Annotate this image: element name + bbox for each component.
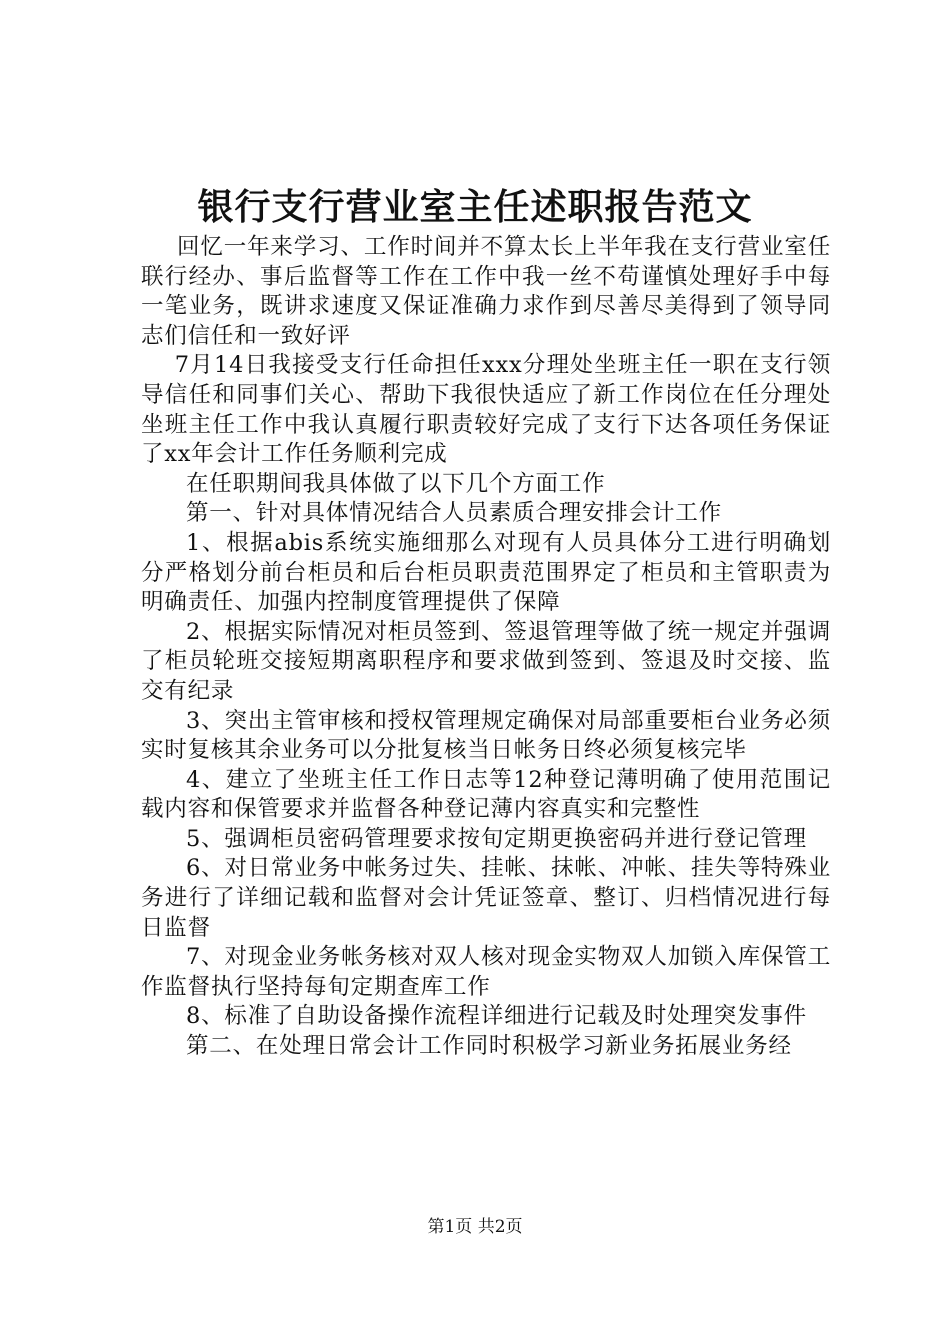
list-item-2: 2、根据实际情况对柜员签到、签退管理等做了统一规定并强调了柜员轮班交接短期离职程序和要求做到签到、签退及时交接、监交有纪录 [141, 618, 831, 704]
list-item-5: 5、强调柜员密码管理要求按旬定期更换密码并进行登记管理 [186, 825, 807, 852]
list-item-4: 4、建立了坐班主任工作日志等12种登记薄明确了使用范围记载内容和保管要求并监督各种登记薄内容真实和完整性 [141, 766, 831, 823]
paragraph-appointment: 7月14日我接受支行任命担任xxx分理处坐班主任一职在支行领导信任和同事们关心、帮助下我很快适应了新工作岗位在任分理处坐班主任工作中我认真履行职责较好完成了支行下达各项任务保证了xx年会计工作任务顺利完成 [141, 352, 831, 468]
section-heading-first: 第一、针对具体情况结合人员素质合理安排会计工作 [186, 500, 722, 527]
list-item-3: 3、突出主管审核和授权管理规定确保对局部重要柜台业务必须实时复核其余业务可以分批复核当日帐务日终必须复核完毕 [141, 707, 831, 764]
page-footer: 第1页 共2页 [427, 1217, 523, 1237]
paragraph-review: 回忆一年来学习、工作时间并不算太长上半年我在支行营业室任联行经办、事后监督等工作在工作中我一丝不苟谨慎处理好手中每一笔业务，既讲求速度又保证准确力求作到尽善尽美得到了领导同志们信任和一致好评 [141, 234, 831, 349]
section-heading-second: 第二、在处理日常会计工作同时积极学习新业务拓展业务经 [186, 1033, 792, 1060]
list-item-8: 8、标准了自助设备操作流程详细进行记载及时处理突发事件 [186, 1003, 807, 1030]
document-body [141, 233, 831, 1062]
list-item-7: 7、对现金业务帐务核对双人核对现金实物双人加锁入库保管工作监督执行坚持每旬定期查库工作 [141, 944, 831, 1000]
paragraph-intro: 在任职期间我具体做了以下几个方面工作 [186, 470, 606, 497]
list-item-1: 1、根据abis系统实施细那么对现有人员具体分工进行明确划分严格划分前台柜员和后台柜员职责范围界定了柜员和主管职责为明确责任、加强内控制度管理提供了保障 [141, 529, 831, 616]
document-title: 银行支行营业室主任述职报告范文 [197, 187, 753, 228]
list-item-6: 6、对日常业务中帐务过失、挂帐、抹帐、冲帐、挂失等特殊业务进行了详细记载和监督对会计凭证签章、整订、归档情况进行每日监督 [141, 855, 831, 941]
